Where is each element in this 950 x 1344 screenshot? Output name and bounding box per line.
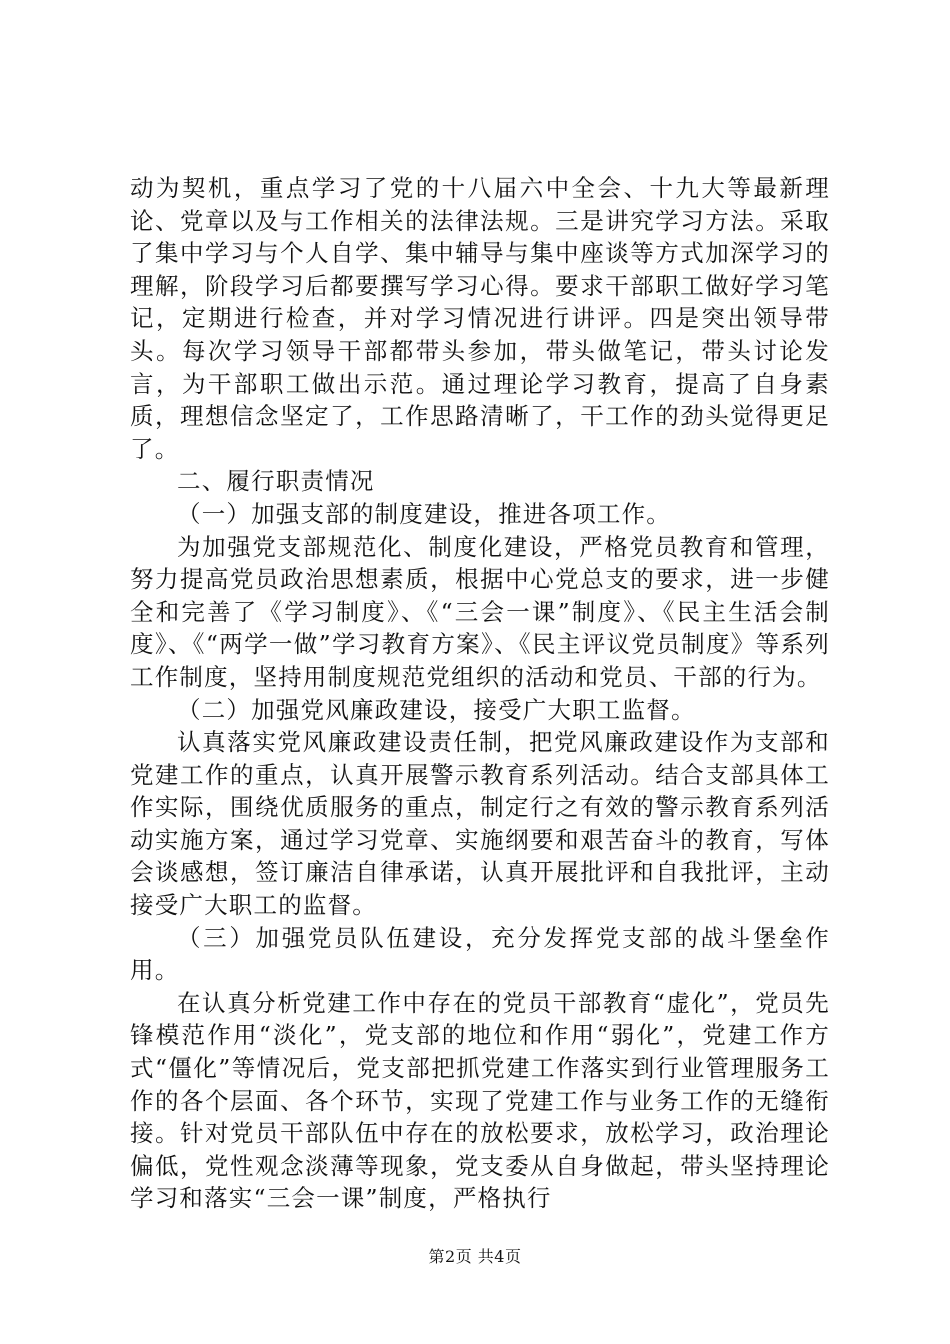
- subsection-heading-2: （二）加强党风廉政建设，接受广大职工监督。: [177, 695, 696, 724]
- subsection-heading-1: （一）加强支部的制度建设，推进各项工作。: [177, 499, 671, 528]
- page-number: 第2页 共4页: [428, 1247, 522, 1266]
- paragraph-team-building: 在认真分析党建工作中存在的党员干部教育“虚化”，党员先锋模范作用“淡化”，党支部的地位和作用“弱化”，党建工作方式“僵化”等情况后，党支部把抓党建工作落实到行业管理服务工作的各个层面、各个环节，实现了党建工作与业务工作的无缝衔接。针对党员干部队伍中存在的放松要求，放松学习，政治理论偏低，党性观念淡薄等现象，党支委从自身做起，带头坚持理论学习和落实“三会一课”制度，严格执行: [130, 988, 830, 1213]
- section-heading-duties: 二、履行职责情况: [177, 467, 375, 496]
- page-footer: [0, 1244, 950, 1267]
- paragraph-continuation: 动为契机，重点学习了党的十八届六中全会、十九大等最新理论、党章以及与工作相关的法律法规。三是讲究学习方法。采取了集中学习与个人自学、集中辅导与集中座谈等方式加深学习的理解，阶段学习后都要撰写学习心得。要求干部职工做好学习笔记，定期进行检查，并对学习情况进行讲评。四是突出领导带头。每次学习领导干部都带头参加，带头做笔记，带头讨论发言，为干部职工做出示范。通过理论学习教育，提高了自身素质，理想信念坚定了，工作思路清晰了，干工作的劲头觉得更足了。: [130, 174, 830, 463]
- document-body: [130, 172, 830, 1215]
- paragraph-integrity-building: 认真落实党风廉政建设责任制，把党风廉政建设作为支部和党建工作的重点，认真开展警示教育系列活动。结合支部具体工作实际，围绕优质服务的重点，制定行之有效的警示教育系列活动实施方案，通过学习党章、实施纲要和艰苦奋斗的教育，写体会谈感想，签订廉洁自律承诺，认真开展批评和自我批评，主动接受广大职工的监督。: [130, 728, 830, 920]
- paragraph-system-building: 为加强党支部规范化、制度化建设，严格党员教育和管理，努力提高党员政治思想素质，根据中心党总支的要求，进一步健全和完善了《学习制度》、《“三会一课”制度》、《民主生活会制度》、《“两学一做”学习教育方案》、《民主评议党员制度》等系列工作制度，坚持用制度规范党组织的活动和党员、干部的行为。: [130, 532, 830, 691]
- subsection-heading-3: （三）加强党员队伍建设，充分发挥党支部的战斗堡垒作用。: [130, 923, 830, 985]
